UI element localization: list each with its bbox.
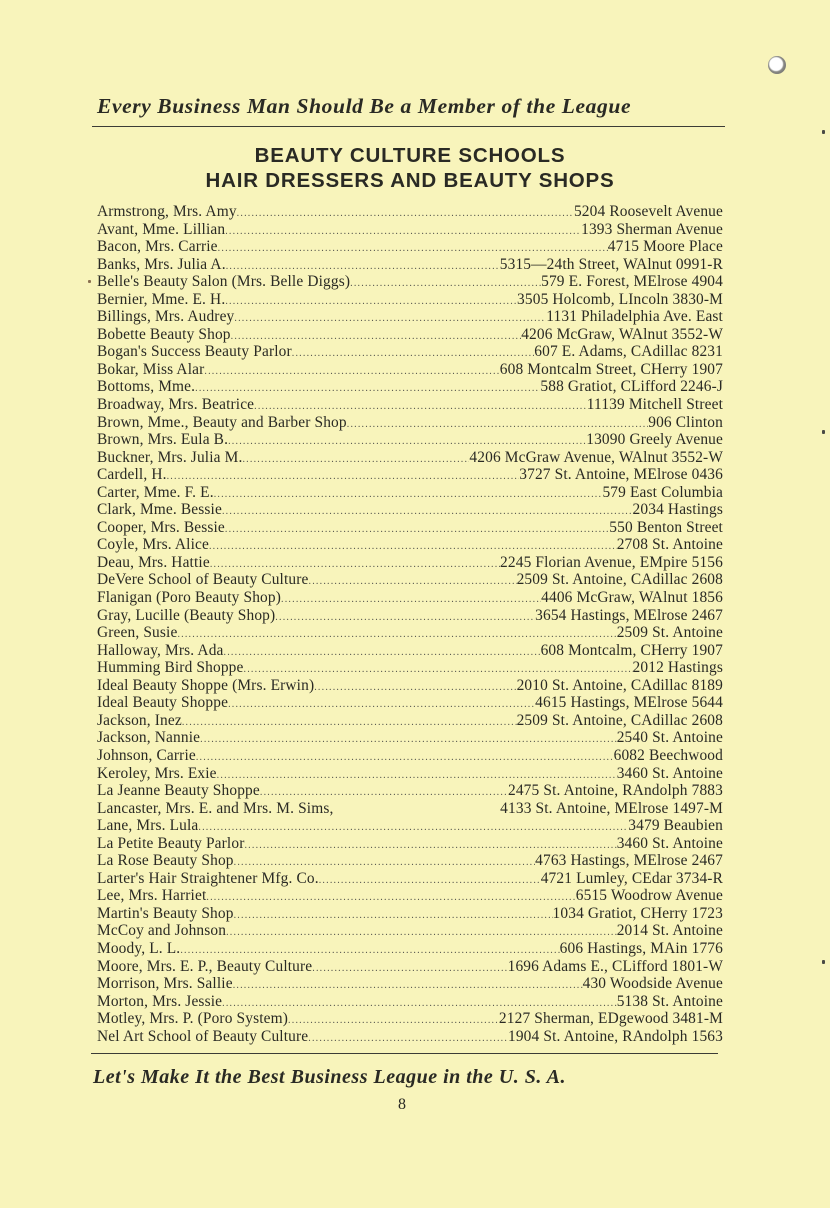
entry-address: 2014 St. Antoine	[616, 922, 723, 940]
entry-address: 2010 St. Antoine, CAdillac 8189	[516, 676, 723, 694]
entry-name: Armstrong, Mrs. Amy	[97, 203, 237, 220]
dot-leader	[204, 363, 499, 381]
entry-address: 5138 St. Antoine	[616, 992, 723, 1010]
page-number: 8	[398, 1096, 406, 1113]
binder-hole	[768, 56, 786, 74]
directory-entry	[97, 308, 723, 326]
entry-name: Motley, Mrs. P. (Poro System)	[97, 1010, 289, 1028]
dot-leader	[281, 591, 541, 609]
entry-name: Coyle, Mrs. Alice	[97, 536, 209, 554]
entry-address: 2509 St. Antoine, CAdillac 2608	[516, 711, 723, 729]
entry-name: Morton, Mrs. Jessie	[97, 992, 223, 1010]
entry-address: 4715 Moore Place	[607, 238, 723, 256]
edge-mark	[822, 960, 825, 964]
directory-entry	[97, 958, 723, 976]
dot-leader	[228, 696, 535, 714]
edge-mark	[822, 130, 825, 134]
directory-entry	[97, 642, 723, 660]
dot-leader	[225, 223, 581, 241]
dot-leader	[222, 503, 633, 521]
directory-entry	[97, 817, 723, 835]
entry-name: Carter, Mme. F. E.	[97, 483, 214, 501]
entry-address: 4406 McGraw, WAlnut 1856	[541, 589, 723, 607]
entry-name: La Rose Beauty Shop	[97, 852, 234, 870]
entry-name: La Jeanne Beauty Shoppe	[97, 782, 260, 800]
directory-entry	[97, 414, 723, 432]
entry-address: 579 East Columbia	[602, 483, 723, 501]
entry-address: 606 Hastings, MAin 1776	[559, 939, 723, 957]
entry-address: 4206 McGraw Avenue, WAlnut 3552-W	[469, 448, 723, 466]
entry-name: Cooper, Mrs. Bessie	[97, 518, 225, 536]
dot-leader	[242, 451, 469, 469]
entry-address: 3654 Hastings, MElrose 2467	[535, 606, 723, 624]
directory-entry	[97, 712, 723, 730]
entry-address: 608 Montcalm Street, CHerry 1907	[499, 360, 723, 378]
entry-name: Cardell, H.	[97, 466, 167, 484]
entry-name: Flanigan (Poro Beauty Shop)	[97, 589, 282, 607]
entry-name: Brown, Mme., Beauty and Barber Shop	[97, 413, 347, 431]
directory-list	[97, 203, 723, 1045]
section-title: BEAUTY CULTURE SCHOOLS	[254, 144, 566, 167]
entry-name: Avant, Mme. Lillian	[97, 220, 226, 238]
directory-entry	[97, 571, 723, 589]
entry-address: 4615 Hastings, MElrose 5644	[535, 694, 723, 712]
entry-name: McCoy and Johnson	[97, 922, 227, 940]
directory-entry	[97, 484, 723, 502]
dot-leader	[198, 819, 628, 837]
dot-leader	[200, 731, 617, 749]
entry-address: 2012 Hastings	[632, 659, 723, 677]
directory-entry	[97, 887, 723, 905]
directory-entry	[97, 782, 723, 800]
directory-entry	[97, 852, 723, 870]
entry-name: Keroley, Mrs. Exie	[97, 764, 217, 782]
entry-address: 2127 Sherman, EDgewood 3481-M	[498, 1010, 723, 1028]
directory-entry	[97, 659, 723, 677]
entry-address: 6515 Woodrow Avenue	[575, 887, 723, 905]
directory-entry	[97, 589, 723, 607]
entry-address: 1034 Gratiot, CHerry 1723	[552, 904, 723, 922]
entry-address: 3479 Beaubien	[628, 817, 723, 835]
directory-entry	[97, 519, 723, 537]
directory-entry	[97, 835, 723, 853]
entry-address: 5204 Roosevelt Avenue	[573, 203, 723, 220]
entry-name: Billings, Mrs. Audrey	[97, 308, 235, 326]
edge-mark	[822, 430, 825, 434]
entry-name: Bobette Beauty Shop	[97, 325, 231, 343]
dot-leader	[206, 889, 575, 907]
directory-entry	[97, 501, 723, 519]
entry-address: 4763 Hastings, MElrose 2467	[535, 852, 723, 870]
entry-address: 3460 St. Antoine	[616, 834, 723, 852]
directory-entry	[97, 361, 723, 379]
entry-name: Clark, Mme. Bessie	[97, 501, 222, 519]
header-divider	[92, 126, 725, 127]
entry-name: Belle's Beauty Salon (Mrs. Belle Diggs)	[97, 273, 351, 291]
dot-leader	[309, 573, 517, 591]
dot-leader	[350, 275, 541, 293]
entry-address: 4133 St. Antoine, MElrose 1497-M	[500, 799, 723, 817]
entry-name: Ideal Beauty Shoppe (Mrs. Erwin)	[97, 676, 315, 694]
directory-entry	[97, 273, 723, 291]
directory-entry	[97, 870, 723, 888]
dot-leader	[275, 609, 535, 627]
entry-address: 4206 McGraw, WAlnut 3552-W	[521, 325, 723, 343]
directory-entry	[97, 326, 723, 344]
entry-name: Banks, Mrs. Julia A.	[97, 255, 226, 273]
directory-entry	[97, 940, 723, 958]
directory-entry	[97, 554, 723, 572]
dot-leader	[182, 714, 517, 732]
entry-address: 1904 St. Antoine, RAndolph 1563	[507, 1027, 723, 1045]
entry-address: 2475 St. Antoine, RAndolph 7883	[507, 782, 723, 800]
directory-entry	[97, 291, 723, 309]
entry-name: Nel Art School of Beauty Culture	[97, 1027, 309, 1045]
dot-leader	[234, 310, 546, 328]
dot-leader	[292, 345, 534, 363]
dot-leader	[226, 924, 617, 942]
directory-entry	[97, 256, 723, 274]
entry-address: 550 Benton Street	[609, 518, 723, 536]
entry-name: Bottoms, Mme.	[97, 378, 196, 396]
dot-leader	[224, 644, 541, 662]
directory-entry	[97, 922, 723, 940]
entry-name: Bernier, Mme. E. H.	[97, 290, 226, 308]
entry-address: 1393 Sherman Avenue	[581, 220, 723, 238]
header-banner: Every Business Man Should Be a Member of the League	[97, 94, 632, 118]
entry-name: Deau, Mrs. Hattie	[97, 553, 210, 571]
entry-address: 607 E. Adams, CAdillac 8231	[534, 343, 723, 361]
entry-name: Bokar, Miss Alar	[97, 360, 205, 378]
entry-name: Johnson, Carrie	[97, 746, 196, 764]
entry-address: 6082 Beechwood	[613, 746, 723, 764]
entry-name: Bacon, Mrs. Carrie	[97, 238, 218, 256]
entry-address: 2034 Hastings	[632, 501, 723, 519]
dot-leader	[288, 1012, 499, 1030]
dot-leader	[314, 679, 516, 697]
entry-name: Martin's Beauty Shop	[97, 904, 234, 922]
entry-address: 2540 St. Antoine	[616, 729, 723, 747]
directory-entry	[97, 536, 723, 554]
entry-address: 2245 Florian Avenue, EMpire 5156	[500, 553, 723, 571]
entry-name: Moody, L. L.	[97, 939, 181, 957]
entry-name: Bogan's Success Beauty Parlor	[97, 343, 292, 361]
directory-entry	[97, 905, 723, 923]
entry-name: Halloway, Mrs. Ada	[97, 641, 224, 659]
directory-entry	[97, 694, 723, 712]
directory-entry	[97, 747, 723, 765]
entry-address: 430 Woodside Avenue	[582, 975, 723, 993]
entry-address: 11139 Mitchell Street	[586, 396, 723, 414]
entry-name: Lee, Mrs. Harriet	[97, 887, 207, 905]
directory-entry	[97, 431, 723, 449]
entry-address: 1696 Adams E., CLifford 1801-W	[507, 957, 723, 975]
entry-address: 3460 St. Antoine	[616, 764, 723, 782]
entry-address: 2509 St. Antoine	[616, 624, 723, 642]
section-subtitle: HAIR DRESSERS AND BEAUTY SHOPS	[205, 169, 615, 192]
dot-leader	[308, 1030, 508, 1048]
entry-address: 608 Montcalm, CHerry 1907	[540, 641, 723, 659]
dot-leader	[196, 749, 614, 767]
entry-name: Ideal Beauty Shoppe	[97, 694, 229, 712]
entry-address: 1131 Philadelphia Ave. East	[546, 308, 723, 326]
dot-leader	[225, 521, 609, 539]
directory-entry	[97, 203, 723, 221]
directory-entry	[97, 449, 723, 467]
directory-entry	[97, 993, 723, 1011]
directory-entry	[97, 221, 723, 239]
entry-name: Gray, Lucille (Beauty Shop)	[97, 606, 276, 624]
entry-address: 906 Clinton	[648, 413, 723, 431]
entry-address: 2509 St. Antoine, CAdillac 2608	[516, 571, 723, 589]
entry-name: Buckner, Mrs. Julia M.	[97, 448, 243, 466]
entry-address: 588 Gratiot, CLifford 2246-J	[540, 378, 723, 396]
directory-entry	[97, 378, 723, 396]
footer-slogan: Let's Make It the Best Business League in the U. S. A.	[93, 1066, 566, 1088]
directory-entry	[97, 677, 723, 695]
directory-entry	[97, 729, 723, 747]
entry-name: DeVere School of Beauty Culture	[97, 571, 309, 589]
dot-leader	[225, 293, 517, 311]
dot-leader	[167, 468, 520, 486]
entry-address: 3505 Holcomb, LIncoln 3830-M	[517, 290, 723, 308]
entry-address: 5315—24th Street, WAlnut 0991-R	[499, 255, 723, 273]
entry-name: Lancaster, Mrs. E. and Mrs. M. Sims,	[97, 799, 334, 817]
directory-entry	[97, 624, 723, 642]
directory-entry	[97, 1028, 723, 1046]
directory-entry	[97, 466, 723, 484]
entry-name: Broadway, Mrs. Beatrice	[97, 396, 255, 414]
dot-leader	[312, 960, 507, 978]
dot-leader	[319, 872, 541, 890]
entry-name: Jackson, Nannie	[97, 729, 201, 747]
entry-name: Brown, Mrs. Eula B.	[97, 431, 229, 449]
entry-address: 13090 Greely Avenue	[586, 431, 723, 449]
footer-divider	[91, 1053, 718, 1054]
entry-name: Morrison, Mrs. Sallie	[97, 975, 233, 993]
entry-address: 3727 St. Antoine, MElrose 0436	[519, 466, 723, 484]
entry-address: 579 E. Forest, MElrose 4904	[541, 273, 723, 291]
dot-leader	[234, 907, 553, 925]
directory-entry	[97, 975, 723, 993]
directory-entry	[97, 800, 723, 818]
entry-name: Lane, Mrs. Lula	[97, 817, 199, 835]
dot-leader	[237, 205, 574, 223]
entry-name: La Petite Beauty Parlor	[97, 834, 245, 852]
entry-address: 2708 St. Antoine	[616, 536, 723, 554]
directory-entry	[97, 238, 723, 256]
entry-name: Moore, Mrs. E. P., Beauty Culture	[97, 957, 313, 975]
entry-name: Larter's Hair Straightener Mfg. Co.	[97, 869, 319, 887]
directory-entry	[97, 343, 723, 361]
directory-entry	[97, 396, 723, 414]
directory-entry	[97, 1010, 723, 1028]
directory-entry	[97, 765, 723, 783]
dot-leader	[233, 977, 583, 995]
entry-name: Green, Susie	[97, 624, 178, 642]
directory-entry	[97, 607, 723, 625]
entry-address: 4721 Lumley, CEdar 3734-R	[540, 869, 723, 887]
entry-name: Humming Bird Shoppe	[97, 659, 244, 677]
dot-leader	[214, 486, 603, 504]
ink-mark	[88, 280, 91, 283]
entry-name: Jackson, Inez	[97, 711, 182, 729]
